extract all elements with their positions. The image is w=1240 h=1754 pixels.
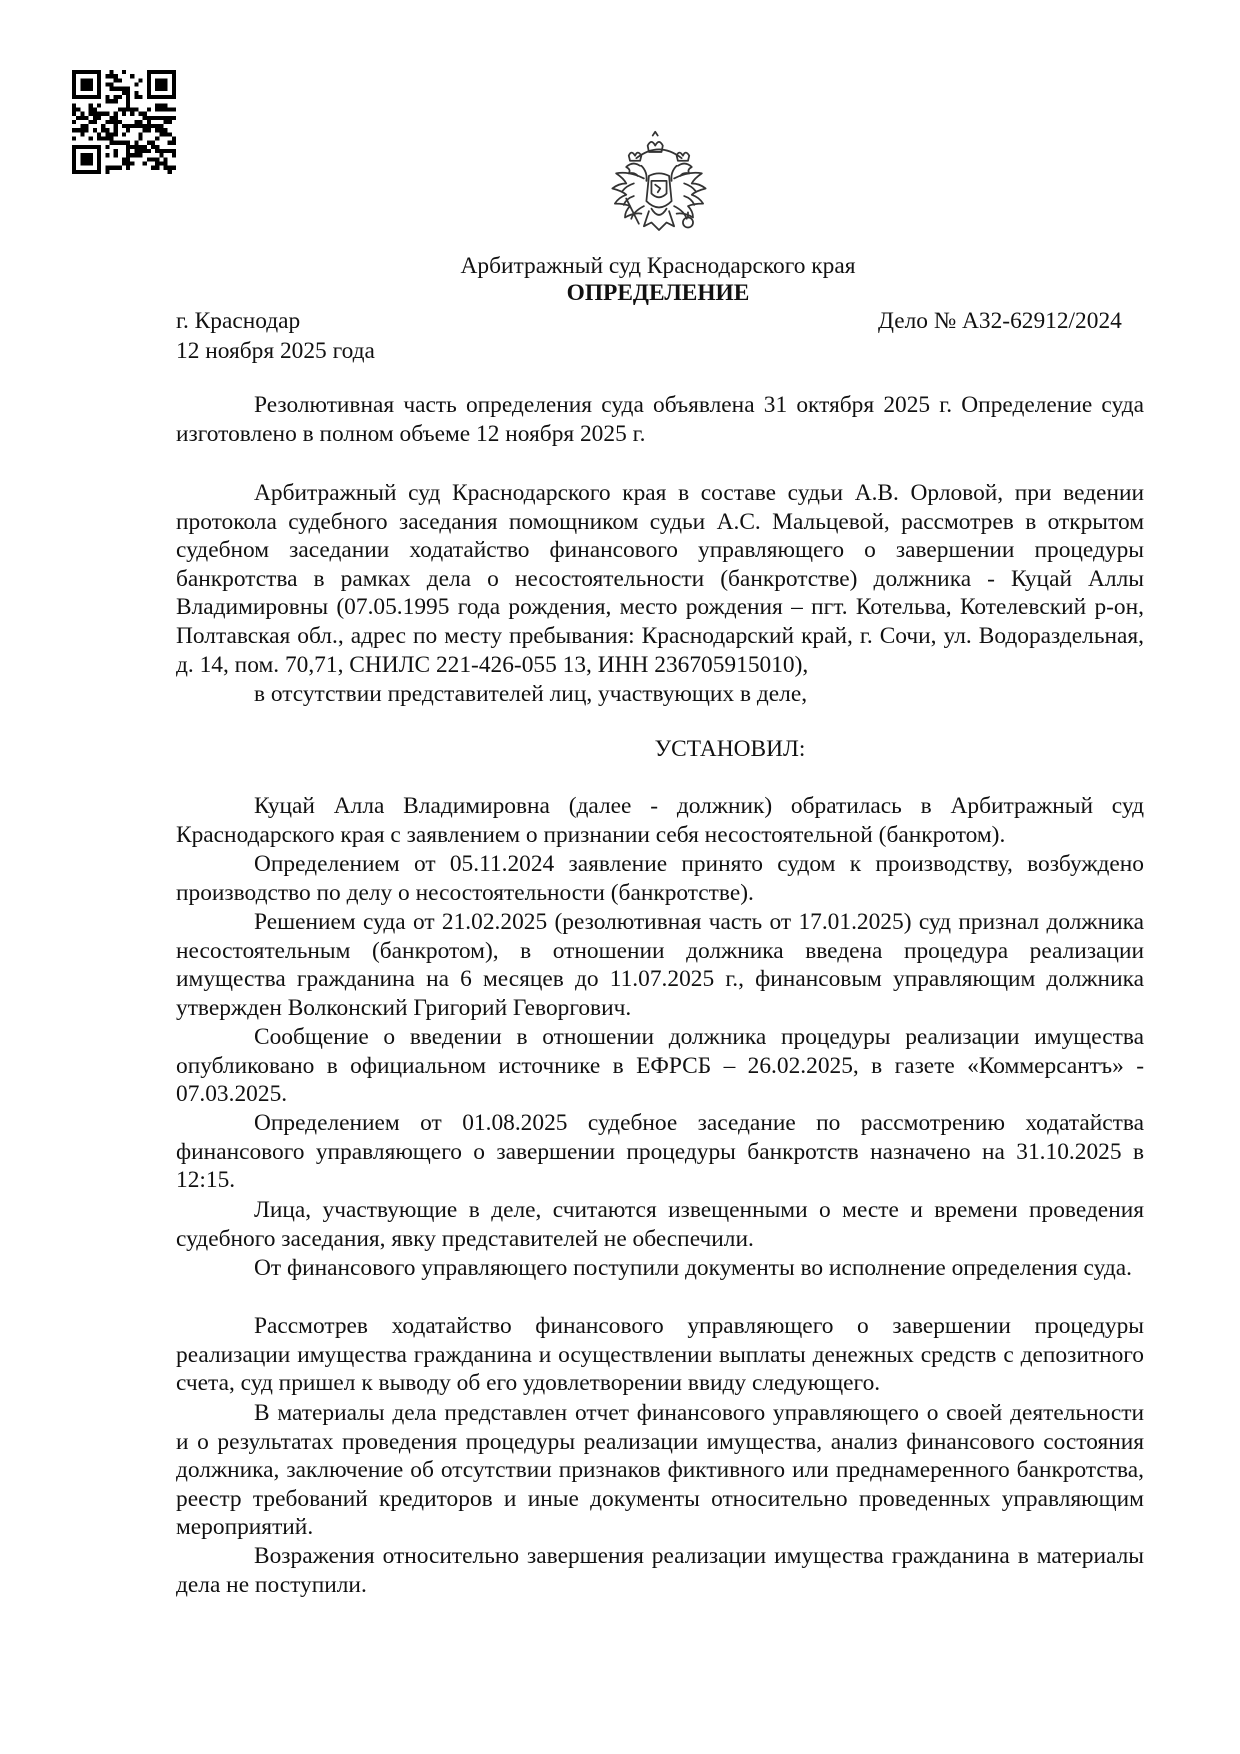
paragraph-publication: Сообщение о введении в отношении должника процедуры реализации имущества опубликовано в официальном источнике в ЕФРСБ – 26.02.2025, в газете «Коммерсантъ» - 07.03.2025. xyxy=(176,1024,1144,1108)
qr-code-icon xyxy=(72,70,176,174)
paragraph-absence-note: в отсутствии представителей лиц, участвующих в деле, xyxy=(254,681,808,707)
case-number: Дело № А32-62912/2024 xyxy=(878,308,1122,334)
section-heading-established: УСТАНОВИЛ: xyxy=(654,736,806,762)
paragraph-court-composition: Арбитражный суд Краснодарского края в составе судьи А.В. Орловой, при ведении протокола судебного заседания помощником судьи А.С. Мальцевой, рассмотрев в открытом судебном заседании ходатайство финансового управляющего о завершении процедуры банкротства в рамках дела о несостоятельности (банкротстве) должника - Куцай Аллы Владимировны (07.05.1995 года рождения, место рождения – пгт. Котельва, Котелевский р-он, Полтавская обл., адрес по месту пребывания: Краснодарский край, г. Сочи, ул. Водораздельная, д. 14, пом. 70,71, СНИЛС 221-426-055 13, ИНН 236705915010), xyxy=(176,480,1144,678)
paragraph-notification: Лица, участвующие в деле, считаются извещенными о месте и времени проведения судебного заседания, явку представителей не обеспечили. xyxy=(176,1197,1144,1252)
paragraph-application: Куцай Алла Владимировна (далее - должник) обратилась в Арбитражный суд Краснодарского края с заявлением о признании себя несостоятельной (банкротом). xyxy=(176,793,1144,848)
russian-coat-of-arms-icon xyxy=(596,128,722,254)
city: г. Краснодар xyxy=(176,308,301,334)
paragraph-hearing-date: Определением от 01.08.2025 судебное заседание по рассмотрению ходатайства финансового управляющего о завершении процедуры банкротств назначено на 31.10.2025 в 12:15. xyxy=(176,1110,1144,1194)
paragraph-documents: От финансового управляющего поступили документы во исполнение определения суда. xyxy=(254,1255,1132,1281)
paragraph-objections: Возражения относительно завершения реализации имущества гражданина в материалы дела не поступили. xyxy=(176,1543,1144,1598)
paragraph-acceptance: Определением от 05.11.2024 заявление принято судом к производству, возбуждено производство по делу о несостоятельности (банкротстве). xyxy=(176,851,1144,906)
paragraph-consideration: Рассмотрев ходатайство финансового управляющего о завершении процедуры реализации имущества гражданина и осуществлении выплаты денежных средств с депозитного счета, суд пришел к выводу об его удовлетворении ввиду следующего. xyxy=(176,1313,1144,1397)
paragraph-case-materials: В материалы дела представлен отчет финансового управляющего о своей деятельности и о результатах проведения процедуры реализации имущества, анализ финансового состояния должника, заключение об отсутствии признаков фиктивного или преднамеренного банкротства, реестр требований кредиторов и иные документы относительно проведенных управляющим мероприятий. xyxy=(176,1400,1144,1541)
paragraph-resolution-note: Резолютивная часть определения суда объявлена 31 октября 2025 г. Определение суда изготовлено в полном объеме 12 ноября 2025 г. xyxy=(176,392,1144,447)
document-date: 12 ноября 2025 года xyxy=(176,338,375,364)
court-name: Арбитражный суд Краснодарского края xyxy=(460,253,856,279)
paragraph-decision: Решением суда от 21.02.2025 (резолютивная часть от 17.01.2025) суд признал должника несостоятельным (банкротом), в отношении должника введена процедура реализации имущества гражданина на 6 месяцев до 11.07.2025 г., финансовым управляющим должника утвержден Волконский Григорий Геворгович. xyxy=(176,909,1144,1021)
document-title: ОПРЕДЕЛЕНИЕ xyxy=(566,280,750,306)
